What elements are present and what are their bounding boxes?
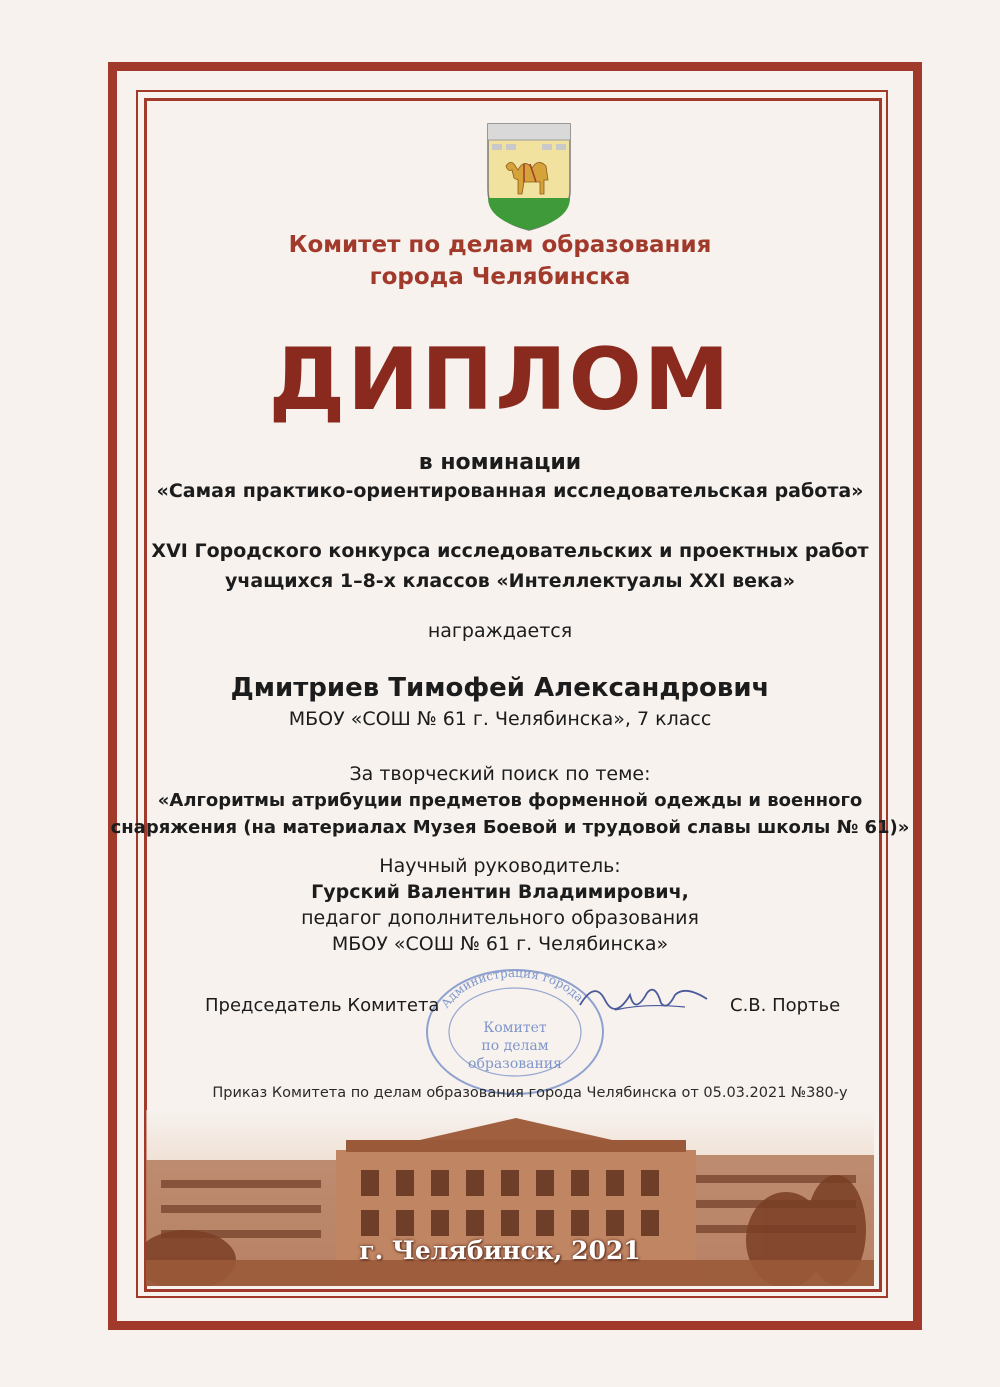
chelyabinsk-coat-of-arms-icon — [484, 120, 574, 232]
contest-line-1: XVI Городского конкурса исследовательских и проектных работ — [151, 540, 869, 562]
topic-intro: За творческий поиск по теме: — [349, 763, 651, 785]
nomination-name: «Самая практико-ориентированная исследовательская работа» — [156, 480, 864, 502]
nomination-intro: в номинации — [418, 450, 582, 475]
place-and-year: г. Челябинск, 2021 — [359, 1236, 641, 1265]
supervisor-school: МБОУ «СОШ № 61 г. Челябинска» — [331, 933, 669, 955]
recipient-school: МБОУ «СОШ № 61 г. Челябинска», 7 класс — [288, 708, 712, 730]
document-title: ДИПЛОМ — [268, 330, 732, 430]
signature-icon — [575, 975, 715, 1025]
signatory-name: С.В. Портье — [730, 995, 841, 1016]
svg-text:Комитет: Комитет — [483, 1020, 547, 1036]
issuer-line-2: города Челябинска — [369, 264, 631, 290]
svg-text:Администрация города: Администрация города — [438, 965, 587, 1011]
topic-line-2: снаряжения (на материалах Музея Боевой и трудовой славы школы № 61)» — [110, 817, 910, 838]
supervisor-position: педагог дополнительного образования — [301, 907, 699, 929]
recipient-name: Дмитриев Тимофей Александрович — [230, 673, 770, 703]
svg-text:образования: образования — [468, 1056, 562, 1072]
topic-line-1: «Алгоритмы атрибуции предметов форменной одежды и военного — [157, 790, 863, 811]
contest-line-2: учащихся 1–8-х классов «Интеллектуалы XXI века» — [224, 570, 796, 592]
signatory-title: Председатель Комитета — [205, 995, 440, 1016]
awarded-label: награждается — [427, 620, 573, 642]
order-reference: Приказ Комитета по делам образования города Челябинска от 05.03.2021 №380-у — [212, 1085, 848, 1101]
svg-text:по делам: по делам — [481, 1038, 549, 1054]
supervisor-name: Гурский Валентин Владимирович, — [311, 881, 689, 903]
supervisor-label: Научный руководитель: — [379, 855, 621, 877]
issuer-line-1: Комитет по делам образования — [288, 232, 712, 258]
